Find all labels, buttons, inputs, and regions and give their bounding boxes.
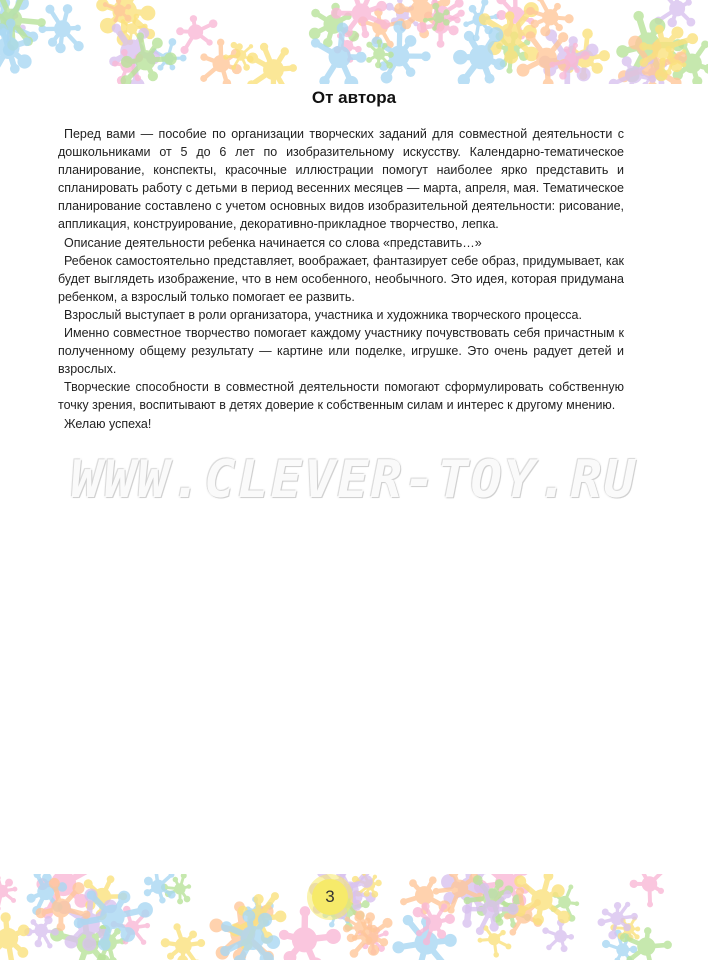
top-splash-border: [0, 0, 708, 84]
paint-splash: [24, 916, 59, 948]
page-title: От автора: [311, 88, 397, 107]
paragraph: Взрослый выступает в роли организатора, участника и художника творческого процесса.: [64, 307, 582, 322]
paint-splash: [0, 912, 30, 960]
top-splash-decoration: [0, 0, 708, 84]
paragraph: Именно совместное творчество помогает каждому участнику почувствовать себя причастным к полученному общему результату — картине или поделке, игрушке. Это очень радует детей и взрослых.: [58, 326, 624, 377]
paragraph: Описание деятельности ребенка начинается со слова «представить…»: [64, 235, 482, 250]
paragraph: Ребенок самостоятельно представляет, воображает, фантазирует себе образ, придумывает, как будет выглядеть изображение, что в нем особенного, необычного. Это идея, которая придумана ребенком, а взрослый только помогает ее развить.: [58, 253, 624, 304]
paint-splash: [176, 15, 217, 54]
paint-splash: [38, 4, 83, 53]
bottom-splash-decoration: [0, 874, 708, 960]
paint-splash: [453, 27, 505, 84]
body-text: [58, 125, 624, 433]
paint-splash: [542, 919, 574, 952]
paint-splash: [247, 43, 297, 84]
page-number: 3: [312, 879, 348, 915]
paint-splash: [630, 874, 669, 907]
watermark: WWW.CLEVER-TOY.RU: [70, 450, 638, 510]
paragraph: Творческие способности в совместной деятельности помогают сформулировать собственную точку зрения, воспитывают в детях доверие к собственным силам и интерес к другому мнению.: [58, 380, 624, 413]
bottom-splash-border: [0, 874, 708, 960]
paragraph: Желаю успеха!: [64, 416, 152, 431]
paint-splash: [0, 875, 17, 911]
paragraph: Перед вами — пособие по организации творческих заданий для совместной деятельности с дошкольниками от 5 до 6 лет по изобразительному искусству. Календарно-тематическое планирование, конспекты, красочные иллюстрации помогут наиболее ярко представить и спланировать работу с детьми в период весенних месяцев — марта, апреля, мая. Тематическое планирование составлено с учетом основных видов изобразительной деятельности: рисование, аппликация, конструирование, декоративно-прикладное творчество, лепка.: [58, 127, 624, 232]
paint-splash: [161, 923, 205, 960]
